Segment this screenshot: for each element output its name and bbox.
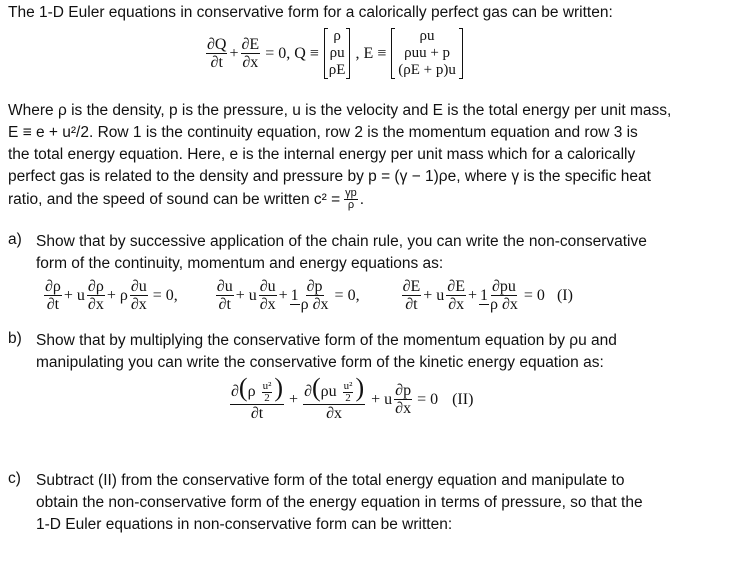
dQdt-fraction: $\frac{\partial Q}{\partial t}$	[207, 36, 227, 71]
equation-label-II: (II)	[452, 390, 474, 408]
d-rhou-u2-dx: ∂(ρu $\frac{\text{u²}}{2}$ ) ∂x	[304, 373, 365, 422]
d-rho-u2-dt: ∂(ρ $\frac{\text{u²}}{2}$ ) ∂t	[231, 373, 284, 422]
dEdx-fraction: $\frac{\partial E}{\partial x}$	[241, 36, 260, 71]
item-c-line-3: 1-D Euler equations in non-conservative form can be written:	[36, 516, 453, 533]
equation-label-I: (I)	[556, 286, 573, 304]
Q-vector: ρ ρu ρE	[324, 28, 351, 79]
non-conservative-equations-I: $\frac{\partial\rho}{\partial t}$ + u $\frac{\partial\rho}{\partial x}$ + ρ $\frac{\partial u}{\partial x}$ = 0, $\frac{\partial u}{\partial t}$ + u $\frac{\partial u}{\partial x}$ + 1 $\frac{\partial p}{\rho \partial x}$ = 0, $\frac{\partial E}{\partial t}$ + u $\frac{\partial E}{\partial x}$ + 1 $\frac{\partial pu}{\rho \partial x}$ = 0 (I)	[45, 278, 573, 313]
intro-text: The 1-D Euler equations in conservative form for a calorically perfect gas can be written:	[8, 4, 613, 21]
item-b-line-1: Show that by multiplying the conservative form of the momentum equation by ρu and	[36, 332, 617, 349]
para-line-2: E ≡ e + u²/2. Row 1 is the continuity equation, row 2 is the momentum equation and row 3 is	[8, 124, 638, 141]
item-c-line-1: Subtract (II) from the conservative form of the total energy equation and manipulate to	[36, 472, 625, 489]
para-line-1: Where ρ is the density, p is the pressure, u is the velocity and E is the total energy per unit mass,	[8, 102, 672, 119]
item-a-label: a)	[8, 231, 22, 248]
para-line-3: the total energy equation. Here, e is the internal energy per unit mass which for a calorically	[8, 146, 636, 163]
item-a-line-2: form of the continuity, momentum and energy equations as:	[36, 255, 444, 272]
kinetic-energy-equation-II: ∂(ρ $\frac{\text{u²}}{2}$ ) ∂t + ∂(ρu $\frac{\text{u²}}{2}$ ) ∂x + u $\frac{\partial p}{\partial x}$ = 0 (II)	[231, 373, 474, 422]
item-b-line-2: manipulating you can write the conservative form of the kinetic energy equation as:	[36, 354, 604, 371]
sound-speed-fraction: $\frac{\gamma p}{\rho}$	[345, 187, 357, 211]
E-vector: ρu ρuu + p (ρE + p)u	[391, 28, 463, 79]
item-c-line-2: obtain the non-conservative form of the energy equation in terms of pressure, so that the	[36, 494, 643, 511]
item-a-line-1: Show that by successive application of the chain rule, you can write the non-conservative	[36, 233, 647, 250]
para-line-4: perfect gas is related to the density and pressure by p = (γ − 1)ρe, where γ is the specific heat	[8, 168, 651, 185]
euler-conservative-equation: $\frac{\partial Q}{\partial t}$ + $\frac{\partial E}{\partial x}$ = 0, Q ≡ ρ ρu ρE , E ≡ ρu ρuu + p (ρE + p)u	[204, 28, 465, 79]
para-line-5: ratio, and the speed of sound can be written c² = $\frac{\gamma p}{\rho}$ .	[8, 187, 365, 211]
item-c-label: c)	[8, 470, 21, 487]
item-b-label: b)	[8, 330, 22, 347]
